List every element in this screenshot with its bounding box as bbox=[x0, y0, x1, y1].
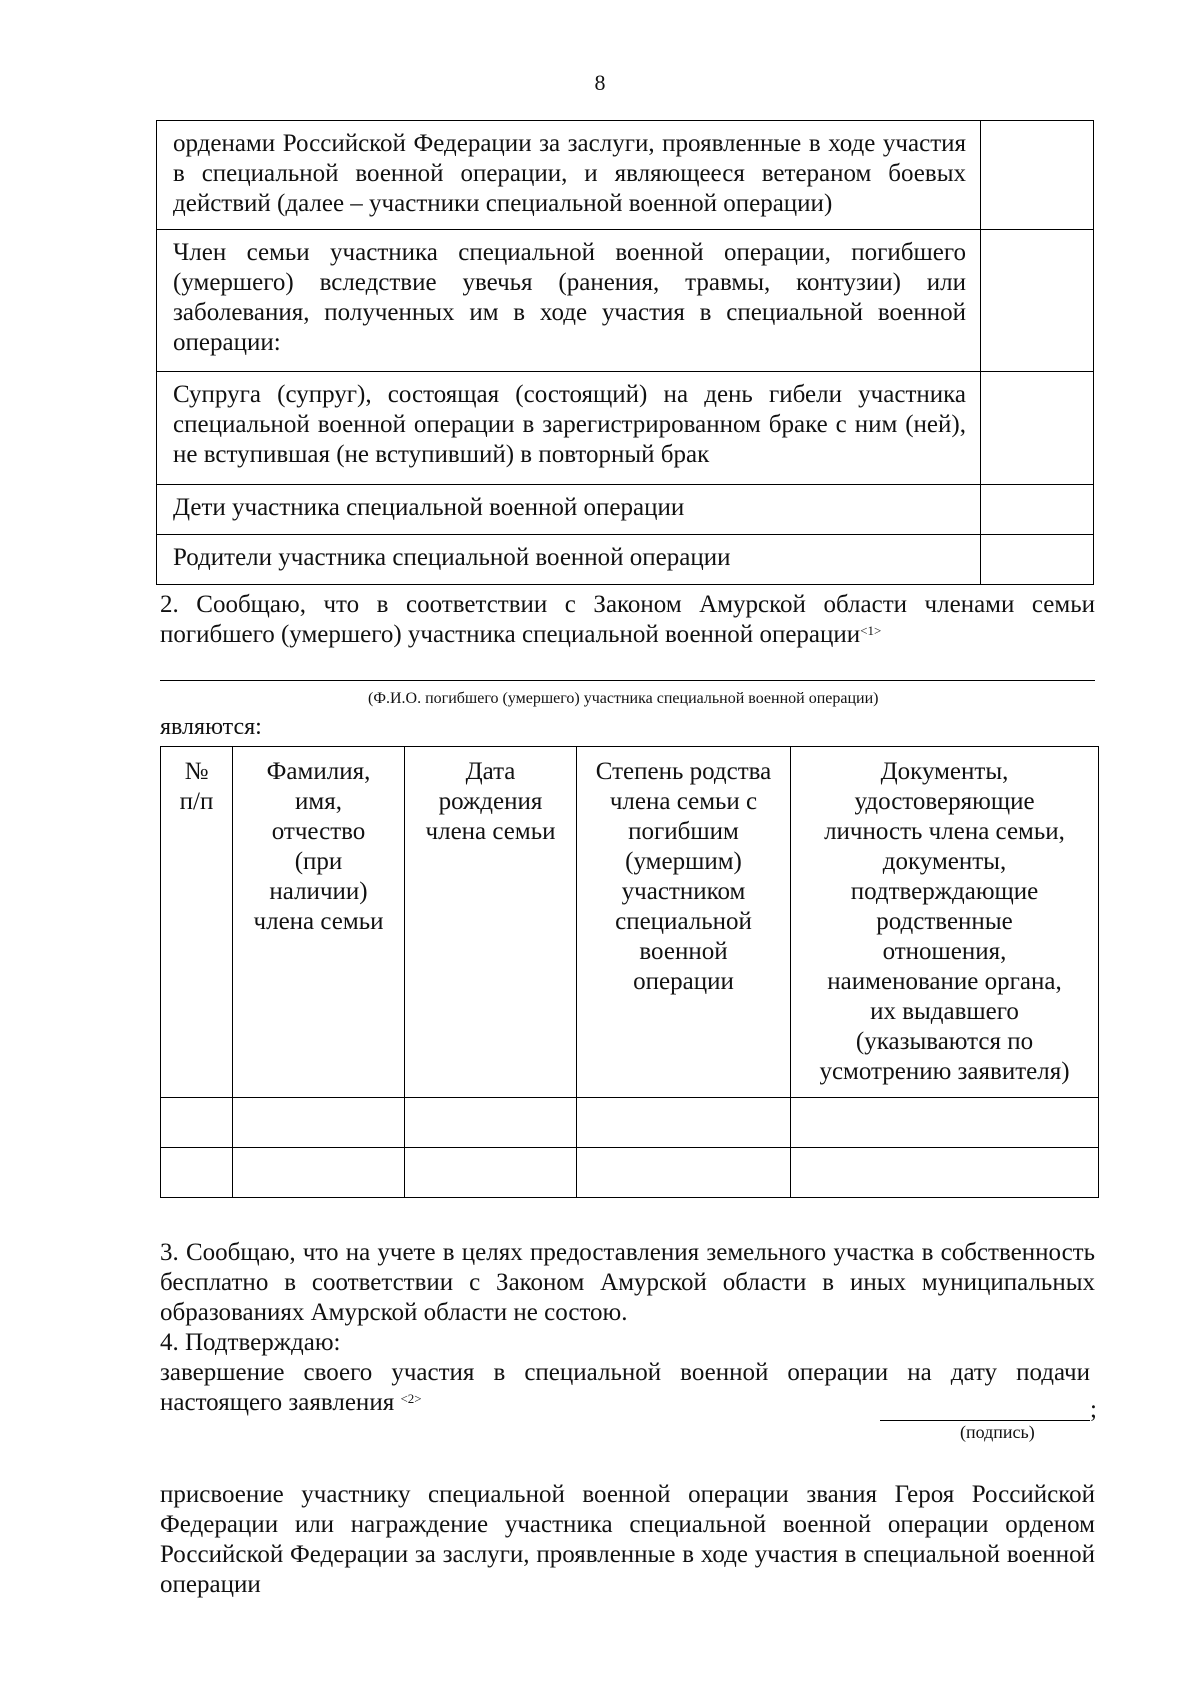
table-row bbox=[161, 1148, 1099, 1198]
table-cell[interactable] bbox=[791, 1098, 1099, 1148]
table-cell[interactable] bbox=[405, 1098, 577, 1148]
category-text: Дети участника специальной военной операции bbox=[157, 485, 981, 535]
header-name: Фамилия, имя, отчество (при наличии) члена семьи bbox=[233, 747, 405, 1098]
header-relation: Степень родства члена семьи с погибшим (умершим) участником специальной военной операции bbox=[577, 747, 791, 1098]
mark-cell[interactable] bbox=[981, 535, 1094, 585]
fio-caption: (Ф.И.О. погибшего (умершего) участника специальной военной операции) bbox=[368, 690, 879, 707]
table-cell[interactable] bbox=[233, 1148, 405, 1198]
signature-line[interactable] bbox=[880, 1420, 1090, 1421]
table-row bbox=[157, 372, 1094, 485]
mark-cell[interactable] bbox=[981, 230, 1094, 372]
paragraph-2-text: 2. Сообщаю, что в соответствии с Законом Амурской области членами семьи погибшего (умершего) участника специальной военной операции bbox=[160, 591, 1095, 648]
table-cell[interactable] bbox=[233, 1098, 405, 1148]
table-cell[interactable] bbox=[161, 1098, 233, 1148]
paragraph-4-text: завершение своего участия в специальной военной операции на дату подачи настоящего заявления bbox=[160, 1359, 1090, 1416]
table-cell[interactable] bbox=[577, 1098, 791, 1148]
category-text: Родители участника специальной военной операции bbox=[157, 535, 981, 585]
table-cell[interactable] bbox=[791, 1148, 1099, 1198]
signature-caption: (подпись) bbox=[960, 1422, 1035, 1442]
mark-cell[interactable] bbox=[981, 372, 1094, 485]
category-text: Супруга (супруг), состоящая (состоящий) на день гибели участника специальной военной операции в зарегистрированном браке с ним (ней), не вступившая (не вступивший) в повторный брак bbox=[157, 372, 981, 485]
paragraph-4-heading: 4. Подтверждаю: bbox=[160, 1329, 341, 1356]
table-header-row bbox=[161, 747, 1099, 1098]
fio-input-line[interactable] bbox=[160, 680, 1095, 681]
table-row bbox=[157, 121, 1094, 230]
header-birthdate: Дата рождения члена семьи bbox=[405, 747, 577, 1098]
table-cell[interactable] bbox=[161, 1148, 233, 1198]
paragraph-5: присвоение участнику специальной военной операции звания Героя Российской Федерации или награждение участника специальной военной операции орденом Российской Федерации за заслуги, проявленные в ходе участия в специальной военной операции bbox=[160, 1481, 1095, 1598]
family-members-table bbox=[160, 746, 1099, 1198]
paragraph-2 bbox=[160, 590, 1095, 650]
mark-cell[interactable] bbox=[981, 121, 1094, 230]
category-text: Член семьи участника специальной военной операции, погибшего (умершего) вследствие увечья (ранения, травмы, контузии) или заболевания, полученных им в ходе участия в специальной военной операции: bbox=[157, 230, 981, 372]
header-documents: Документы, удостоверяющие личность члена семьи, документы, подтверждающие родственные отношения, наименование органа, их выдавшего (указываются по усмотрению заявителя) bbox=[791, 747, 1099, 1098]
paragraph-3: 3. Сообщаю, что на учете в целях предоставления земельного участка в собственность бесплатно в соответствии с Законом Амурской области в иных муниципальных образованиях Амурской области не состою. bbox=[160, 1239, 1095, 1326]
paragraph-4 bbox=[160, 1358, 1090, 1418]
table-row bbox=[157, 535, 1094, 585]
page-number: 8 bbox=[594, 70, 606, 95]
table-row bbox=[161, 1098, 1099, 1148]
table-cell[interactable] bbox=[577, 1148, 791, 1198]
are-label: являются: bbox=[160, 714, 262, 740]
mark-cell[interactable] bbox=[981, 485, 1094, 535]
table-row bbox=[157, 485, 1094, 535]
header-number: № п/п bbox=[161, 747, 233, 1098]
semicolon: ; bbox=[1090, 1396, 1097, 1423]
table-row bbox=[157, 230, 1094, 372]
category-text: орденами Российской Федерации за заслуги, проявленные в ходе участия в специальной военной операции, и являющееся ветераном боевых действий (далее – участники специальной военной операции) bbox=[157, 121, 981, 230]
footnote-ref-2: <2> bbox=[400, 1391, 422, 1406]
table-cell[interactable] bbox=[405, 1148, 577, 1198]
category-table bbox=[156, 120, 1094, 585]
footnote-ref-1: <1> bbox=[860, 623, 882, 638]
